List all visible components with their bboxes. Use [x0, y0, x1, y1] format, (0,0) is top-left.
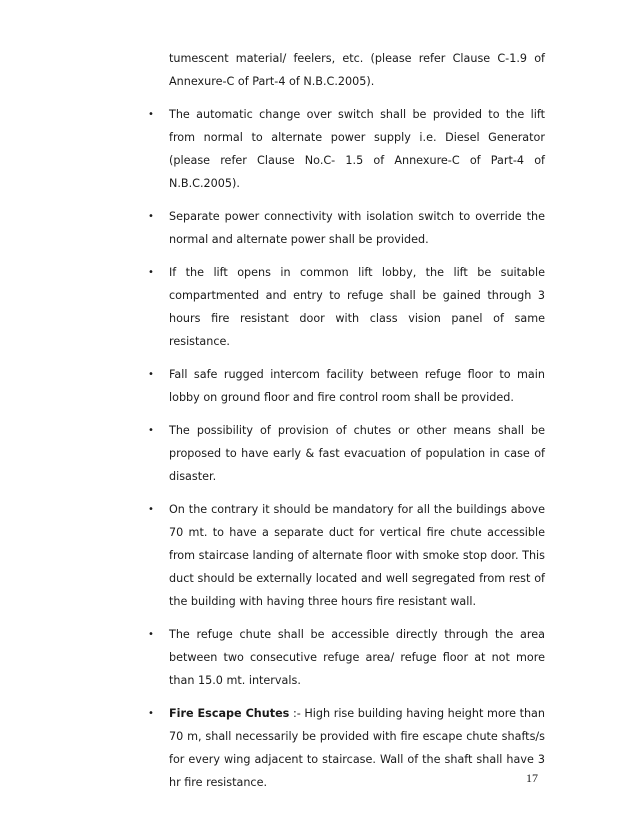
bullet-icon: •	[148, 369, 154, 380]
bullet-icon: •	[148, 504, 154, 515]
list-item-text	[169, 498, 545, 613]
list-item	[138, 419, 545, 488]
list-item-body: The refuge chute shall be accessible directly through the area between two consecutive refuge area/ refuge floor at not more than 15.0 mt. intervals.	[169, 628, 545, 687]
page-number: 17	[526, 771, 538, 785]
continued-paragraph-text: tumescent material/ feelers, etc. (please refer Clause C-1.9 of Annexure-C of Part-4 of N.B.C.2005).	[169, 52, 545, 88]
list-item-body: On the contrary it should be mandatory for all the buildings above 70 mt. to have a separate duct for vertical fire chute accessible from staircase landing of alternate floor with smoke stop door. This duct should be externally located and well segregated from rest of the building with having three hours fire resistant wall.	[169, 503, 545, 608]
list-item-lead: Fire Escape Chutes	[169, 707, 290, 720]
list-item-text	[169, 623, 545, 692]
bullet-icon: •	[148, 708, 154, 719]
list-item-text	[169, 702, 545, 794]
list-item-text	[169, 261, 545, 353]
list-item-body: :- High rise building having height more than 70 m, shall necessarily be provided with fire escape chute shafts/s for every wing adjacent to staircase. Wall of the shaft shall have 3 hr fire resistance.	[169, 707, 545, 789]
bullet-list	[138, 103, 545, 794]
list-item	[138, 261, 545, 353]
list-item	[138, 363, 545, 409]
continued-paragraph	[138, 47, 545, 93]
list-item-text	[169, 103, 545, 195]
bullet-icon: •	[148, 425, 154, 436]
list-item-body: Separate power connectivity with isolation switch to override the normal and alternate power shall be provided.	[169, 210, 545, 246]
list-item-text	[169, 205, 545, 251]
bullet-icon: •	[148, 211, 154, 222]
list-item-body: The automatic change over switch shall be provided to the lift from normal to alternate power supply i.e. Diesel Generator (please refer Clause No.C- 1.5 of Annexure-C of Part-4 of N.B.C.2005).	[169, 108, 545, 190]
list-item	[138, 205, 545, 251]
list-item	[138, 103, 545, 195]
list-item	[138, 702, 545, 794]
page-content	[138, 47, 545, 794]
bullet-icon: •	[148, 629, 154, 640]
list-item-body: If the lift opens in common lift lobby, the lift be suitable compartmented and entry to refuge shall be gained through 3 hours fire resistant door with class vision panel of same resistance.	[169, 266, 545, 348]
bullet-icon: •	[148, 267, 154, 278]
list-item	[138, 623, 545, 692]
list-item-text	[169, 363, 545, 409]
bullet-icon: •	[148, 109, 154, 120]
list-item-body: The possibility of provision of chutes or other means shall be proposed to have early & fast evacuation of population in case of disaster.	[169, 424, 545, 483]
list-item-body: Fall safe rugged intercom facility between refuge floor to main lobby on ground floor and fire control room shall be provided.	[169, 368, 545, 404]
list-item	[138, 498, 545, 613]
list-item-text	[169, 419, 545, 488]
